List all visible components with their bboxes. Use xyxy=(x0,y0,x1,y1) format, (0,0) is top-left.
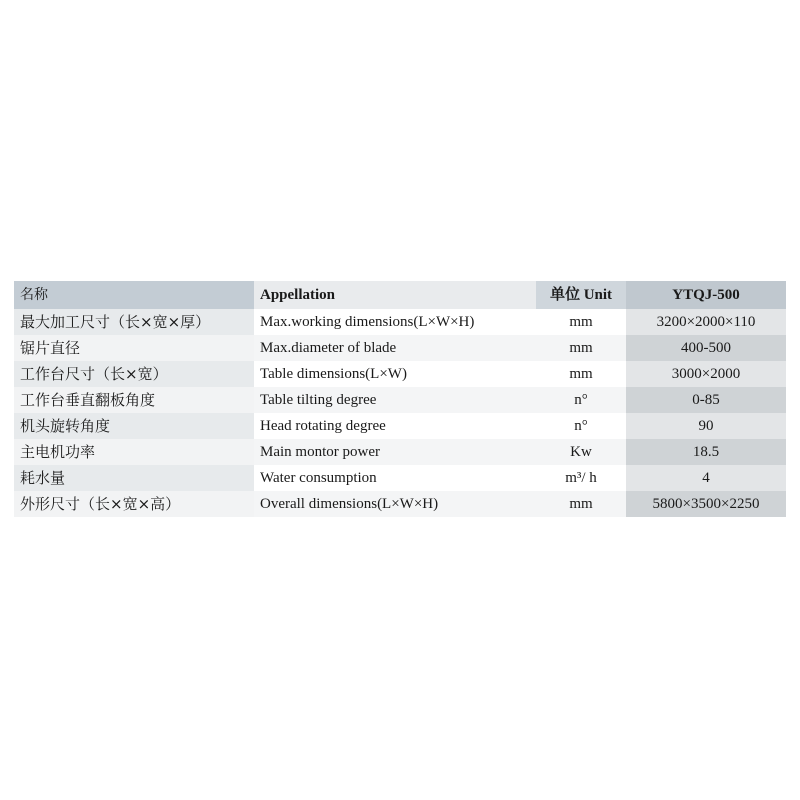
column-header-model: YTQJ-500 xyxy=(626,281,786,309)
specification-table xyxy=(14,281,786,517)
row-name-en: Table tilting degree xyxy=(254,387,536,413)
row-value: 0-85 xyxy=(626,387,786,413)
row-name-cn: 最大加工尺寸（长×宽×厚） xyxy=(14,309,254,335)
column-header-name: 名称 xyxy=(14,281,254,309)
row-name-cn: 锯片直径 xyxy=(14,335,254,361)
row-name-en: Table dimensions(L×W) xyxy=(254,361,536,387)
row-name-cn: 机头旋转角度 xyxy=(14,413,254,439)
table-header-row xyxy=(14,281,786,309)
row-unit: n° xyxy=(536,413,626,439)
row-unit: mm xyxy=(536,335,626,361)
row-name-en: Max.diameter of blade xyxy=(254,335,536,361)
row-name-en: Overall dimensions(L×W×H) xyxy=(254,491,536,517)
row-name-en: Head rotating degree xyxy=(254,413,536,439)
row-name-cn: 主电机功率 xyxy=(14,439,254,465)
row-value: 3200×2000×110 xyxy=(626,309,786,335)
row-value: 3000×2000 xyxy=(626,361,786,387)
row-unit: mm xyxy=(536,361,626,387)
row-name-cn: 工作台垂直翻板角度 xyxy=(14,387,254,413)
row-value: 5800×3500×2250 xyxy=(626,491,786,517)
column-header-unit: 单位 Unit xyxy=(536,281,626,309)
table-row xyxy=(14,361,786,387)
column-header-appellation: Appellation xyxy=(254,281,536,309)
table-row xyxy=(14,387,786,413)
row-unit: mm xyxy=(536,309,626,335)
table-row xyxy=(14,491,786,517)
row-value: 4 xyxy=(626,465,786,491)
specification-table-container xyxy=(14,281,786,517)
table-row xyxy=(14,309,786,335)
table-row xyxy=(14,413,786,439)
row-value: 400-500 xyxy=(626,335,786,361)
row-value: 18.5 xyxy=(626,439,786,465)
row-name-en: Max.working dimensions(L×W×H) xyxy=(254,309,536,335)
row-name-en: Water consumption xyxy=(254,465,536,491)
row-value: 90 xyxy=(626,413,786,439)
row-unit: Kw xyxy=(536,439,626,465)
table-row xyxy=(14,335,786,361)
table-row xyxy=(14,465,786,491)
row-unit: m³/ h xyxy=(536,465,626,491)
row-name-en: Main montor power xyxy=(254,439,536,465)
row-name-cn: 工作台尺寸（长×宽） xyxy=(14,361,254,387)
row-name-cn: 耗水量 xyxy=(14,465,254,491)
row-name-cn: 外形尺寸（长×宽×高） xyxy=(14,491,254,517)
row-unit: n° xyxy=(536,387,626,413)
row-unit: mm xyxy=(536,491,626,517)
table-row xyxy=(14,439,786,465)
